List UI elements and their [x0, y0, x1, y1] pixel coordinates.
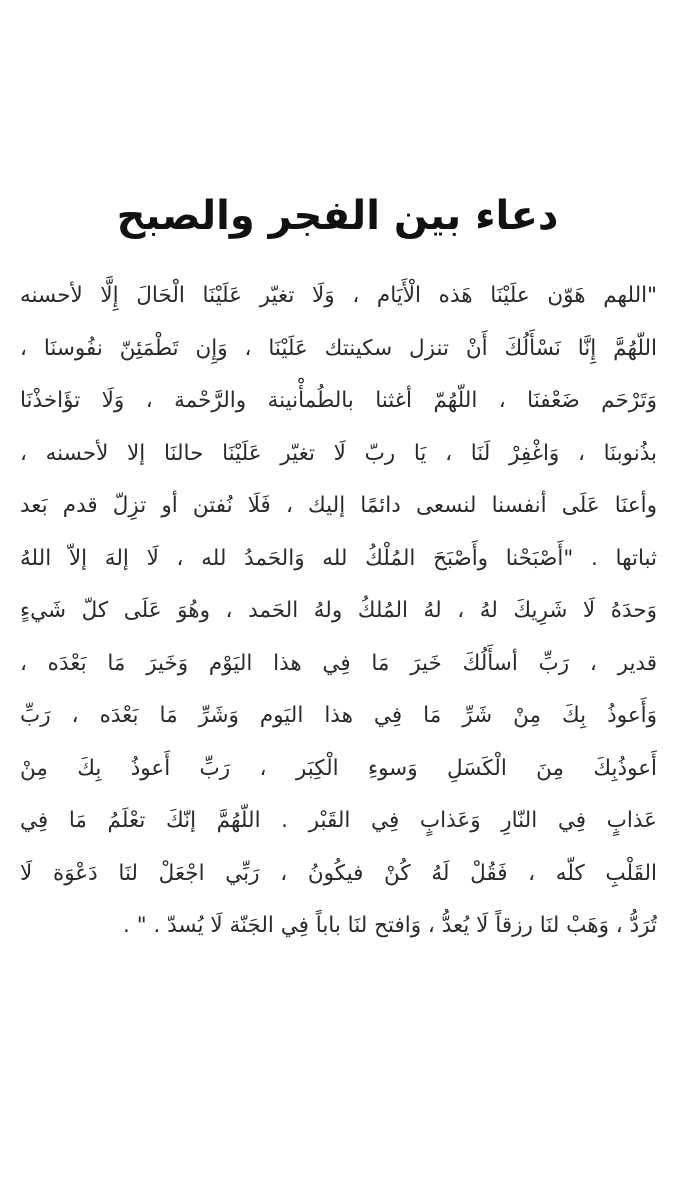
text-line-5: وأعنَا عَلَى أنفسنا لنسعى دائمًا إليك ، فَلَا نُفتن أو تزِلّ قدم بَعد: [20, 493, 657, 518]
supplication-text: [20, 270, 657, 953]
text-line-9: وَأَعوذُ بِكَ مِنْ شَرِّ مَا فِي هذا اليَوم وَشَرِّ مَا بَعْدَه ، رَبِّ: [20, 703, 657, 728]
text-line-4: بذُنوبنَا ، وَاغْفِرْ لَنَا ، يَا ربّ لَا تغيّر عَلَيْنَا حالنَا إلا لأحسنه ،: [20, 440, 657, 466]
text-line-11: عَذابٍ فِي النّارِ وَعَذابٍ فِي القَبْر . اللّهُمَّ إنّكَ تعْلَمُ مَا فِي: [20, 808, 657, 833]
document-title: دعاء بين الفجر والصبح: [116, 193, 559, 239]
text-line-12: القَلْبِ كلّه ، فَقُلْ لَهُ كُنْ فيكُونُ ، رَبِّي اجْعَلْ لنَا دَعْوَة لَا: [20, 860, 657, 886]
text-line-2: اللّهُمَّ إِنَّا نَسْأَلُكَ أَنْ تنزل سكينتك عَلَيْنَا ، وَإِن تَطْمَئِنّ نفُوسنَا ،: [20, 335, 657, 361]
text-line-10: أَعوذُبِكَ مِنَ الْكَسَلِ وَسوءِ الْكِبَر ، رَبِّ أَعوذُ بِكَ مِنْ: [20, 755, 657, 781]
text-line-13: تُرَدُّ ، وَهَبْ لنَا رزقاً لَا يُعدُّ ، وَافتح لنَا باباً فِي الجَنّة لَا يُسدّ . " .: [123, 913, 657, 938]
text-line-3: وَتَرْحَم ضَعْفنَا ، اللّهُمّ أغثنا بالطُمأْنينة والرَّحْمة ، وَلَا تؤَاخذْنَا: [20, 388, 657, 413]
text-line-8: قدير ، رَبِّ أسأَلُكَ خَيرَ مَا فِي هذا اليَوْم وَخَيرَ مَا بَعْدَه ،: [20, 650, 657, 676]
text-line-6: ثباتها . "أَصْبَحْنا وأَصْبَحَ المُلْكُ لله وَالحَمدُ لله ، لَا إلهَ إلاّ اللهُ: [20, 545, 657, 571]
text-line-7: وَحدَهُ لَا شَرِيكَ لهُ ، لهُ المُلكُ ولهُ الحَمد ، وهُوَ عَلَى كلّ شَيءٍ: [20, 598, 657, 623]
text-line-1: "اللهم هَوّن علَيْنَا هَذه الْأَيَام ، وَلَا تغيّر عَلَيْنَا الْحَالَ إِلَّا لأحسنه: [20, 283, 657, 308]
